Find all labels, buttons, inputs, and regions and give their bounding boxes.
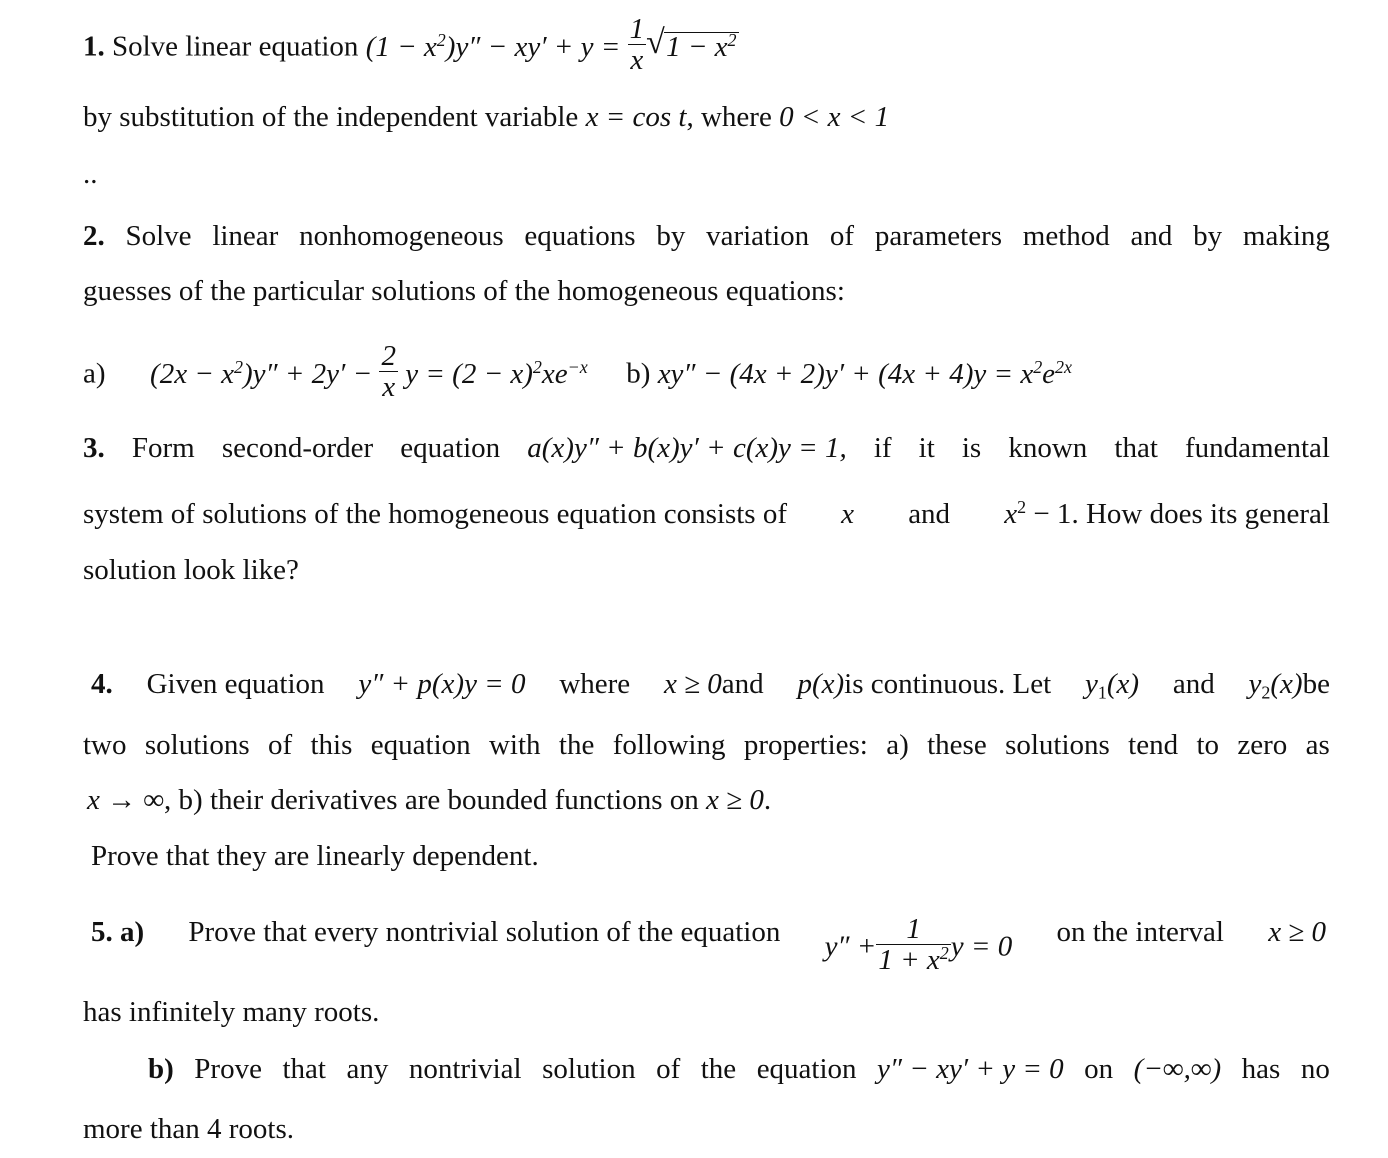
problem-5-line-3 [148, 1055, 1330, 1084]
condition: x ≥ 0 [706, 784, 764, 816]
word: tend [1128, 729, 1179, 761]
word: variation [706, 220, 810, 252]
frac-num: 1 [629, 13, 645, 45]
word: on the interval [1056, 916, 1224, 948]
word: it [918, 432, 935, 464]
problem-4-line-4 [91, 842, 539, 871]
word: the [700, 1053, 737, 1085]
problem-1-line-1 [83, 13, 739, 80]
word: is continuous. Let [844, 668, 1052, 700]
word: by [1193, 220, 1223, 252]
part-a-label: a) [120, 916, 145, 948]
word: no [1300, 1053, 1330, 1085]
problem-3-line-3 [83, 556, 299, 585]
interval: (−∞,∞) [1133, 1053, 1222, 1085]
sqrt-body: 1 − x [666, 30, 728, 63]
part-b-label: b) [626, 357, 651, 390]
y2-sub: 2 [1261, 682, 1271, 703]
word: of [267, 729, 293, 761]
solution-x: x [841, 498, 855, 530]
eq-b-exp1: 2 [1033, 356, 1043, 377]
eq-exp: 2 [436, 29, 446, 50]
word: making [1242, 220, 1330, 252]
part-a-label: a) [83, 357, 106, 390]
problem-5a-text: Prove that every nontrivial solution of the equation [188, 916, 781, 948]
square-root [646, 23, 738, 63]
word: and [1130, 220, 1173, 252]
word: second-order [221, 432, 374, 464]
eq-a-rhs-exp: 2 [532, 356, 542, 377]
y1: y [1084, 668, 1098, 700]
dots-text: .. [83, 158, 98, 190]
frac-num: 2 [381, 340, 396, 372]
word: known [1008, 432, 1088, 464]
eq-a-exp: 2 [234, 356, 243, 377]
frac-den-exp: 2 [939, 943, 949, 964]
word: the [558, 729, 595, 761]
problem-5-number: 5. [91, 916, 113, 948]
problem-4-line-2 [83, 731, 1330, 760]
y2-arg: (x) [1270, 668, 1303, 700]
problem-3-text-2: system of solutions of the homogeneous equation consists of [83, 498, 787, 530]
eq-lhs-rest: )y″ − xy′ + y = [445, 30, 621, 63]
solution-x2: x [1004, 498, 1018, 530]
frac-den: x [628, 44, 647, 75]
word: these [927, 729, 987, 761]
problem-1-number: 1. [83, 30, 105, 63]
word: a) [886, 729, 909, 761]
problem-5-line-4 [83, 1115, 294, 1144]
word: solution [542, 1053, 636, 1085]
word: on [1084, 1053, 1114, 1085]
problem-1-intro: Solve linear equation [112, 30, 359, 63]
equation-b [658, 358, 1072, 390]
fraction-1-over-1-plus-x2 [876, 914, 950, 976]
word: Solve [125, 220, 192, 252]
part-b-label: b) [148, 1053, 174, 1085]
word: that [1114, 432, 1158, 464]
equation-a [150, 340, 595, 404]
word: to [1196, 729, 1220, 761]
limit: x → ∞ [87, 784, 165, 816]
frac-num: 1 [906, 913, 921, 945]
word: fundamental [1185, 432, 1330, 464]
word: that [282, 1053, 326, 1085]
eq-b: xy″ − (4x + 2)y′ + (4x + 4)y = x [657, 357, 1034, 390]
word: and [908, 498, 951, 530]
problem-3-line-2 [83, 497, 1330, 530]
where-text: , where [686, 101, 772, 133]
word: nonhomogeneous [299, 220, 504, 252]
problem-3-line-1 [83, 434, 1330, 463]
eq-a-rhs: y = (2 − x) [405, 357, 533, 390]
p-of-x: p(x) [797, 668, 845, 700]
condition: x ≥ 0 [663, 668, 722, 700]
word: and [1172, 668, 1215, 700]
word: this [310, 729, 353, 761]
problem-4-text-4: Prove that they are linearly dependent. [91, 840, 539, 872]
problem-5-line-2 [83, 998, 379, 1027]
substitution-text: by substitution of the independent variable [83, 101, 579, 133]
fraction-1-over-x [628, 14, 647, 76]
problem-5b-text-2: more than 4 roots. [83, 1113, 295, 1145]
problem-5a-text-2: has infinitely many roots. [83, 996, 380, 1028]
problem-4-line-1 [91, 668, 1330, 703]
domain-ineq: 0 < x < 1 [779, 101, 890, 133]
problem-3-number: 3. [83, 432, 105, 464]
problem-3-text-3: solution look like? [83, 554, 299, 586]
eq-lhs: (1 − x [365, 30, 437, 63]
word: solutions [1005, 729, 1110, 761]
word: Form [131, 432, 195, 464]
problem-4-text-3: , b) their derivatives are bounded functions on [164, 784, 699, 816]
word: where [559, 668, 631, 700]
problem-5b-equation: y″ − xy′ + y = 0 [877, 1053, 1064, 1085]
word: by [656, 220, 686, 252]
problem-3-question: . How does its general [1071, 498, 1330, 530]
word: and [721, 668, 764, 700]
y2: y [1248, 668, 1262, 700]
y1-sub: 1 [1097, 682, 1107, 703]
frac-den: x [379, 371, 398, 402]
problem-2-text-2: guesses of the particular solutions of the homogeneous equations: [83, 275, 845, 307]
problem-3-equation: a(x)y″ + b(x)y′ + c(x)y = 1, [527, 432, 847, 464]
condition: x ≥ 0 [1268, 916, 1326, 948]
frac-den-text: 1 + x [878, 944, 940, 977]
solution-minus-1: − 1 [1026, 498, 1072, 530]
problem-2-line-1 [83, 222, 1330, 251]
eq-a-rhs-rest: xe [541, 357, 568, 390]
frac-den [876, 944, 950, 975]
word: following [612, 729, 726, 761]
problem-1-equation [365, 13, 739, 77]
problem-1-line-2 [83, 103, 889, 132]
word: zero [1237, 729, 1288, 761]
problem-2-number: 2. [83, 220, 105, 252]
problem-4-line-3 [87, 786, 771, 815]
word: two [83, 729, 127, 761]
substitution-eq: x = cos t [585, 101, 687, 133]
word: with [488, 729, 541, 761]
problem-5-line-1 [91, 913, 1326, 980]
word: method [1022, 220, 1110, 252]
word: equation [370, 729, 471, 761]
problem-2-line-2 [83, 277, 845, 306]
word: any [346, 1053, 389, 1085]
y1-arg: (x) [1106, 668, 1140, 700]
word: solutions [144, 729, 250, 761]
word: Given equation [146, 668, 325, 700]
word: linear [212, 220, 279, 252]
eq-a-rest: )y″ + 2y′ − [243, 357, 373, 390]
radical-sign: √ [646, 23, 665, 61]
problem-4-number: 4. [91, 668, 113, 700]
fraction-2-over-x [379, 341, 398, 403]
period: . [763, 784, 772, 816]
word: nontrivial [408, 1053, 522, 1085]
word: be [1302, 668, 1330, 700]
eq-a-rhs-exp2: −x [567, 356, 588, 377]
problem-5a-equation [824, 913, 1013, 980]
eq-b-exp2: 2x [1055, 356, 1073, 377]
eq-b-rest: e [1042, 357, 1056, 390]
word: equation [400, 432, 501, 464]
word: Prove [194, 1053, 262, 1085]
word: is [961, 432, 982, 464]
sqrt-exp: 2 [727, 29, 737, 50]
word: of [829, 220, 855, 252]
word: properties: [743, 729, 868, 761]
word: has [1241, 1053, 1281, 1085]
word: equation [756, 1053, 857, 1085]
word: equations [524, 220, 636, 252]
problem-2-equations [83, 340, 1073, 407]
eq-lhs: y″ + [824, 930, 877, 963]
eq-rhs: y = 0 [950, 930, 1013, 963]
word: parameters [874, 220, 1003, 252]
word: if [873, 432, 892, 464]
word: as [1305, 729, 1330, 761]
solution-x2-exp: 2 [1017, 497, 1027, 518]
eq-a-lhs: (2x − x [150, 357, 235, 390]
problem-4-equation: y″ + p(x)y = 0 [358, 668, 526, 700]
dots [83, 160, 98, 189]
word: of [656, 1053, 681, 1085]
